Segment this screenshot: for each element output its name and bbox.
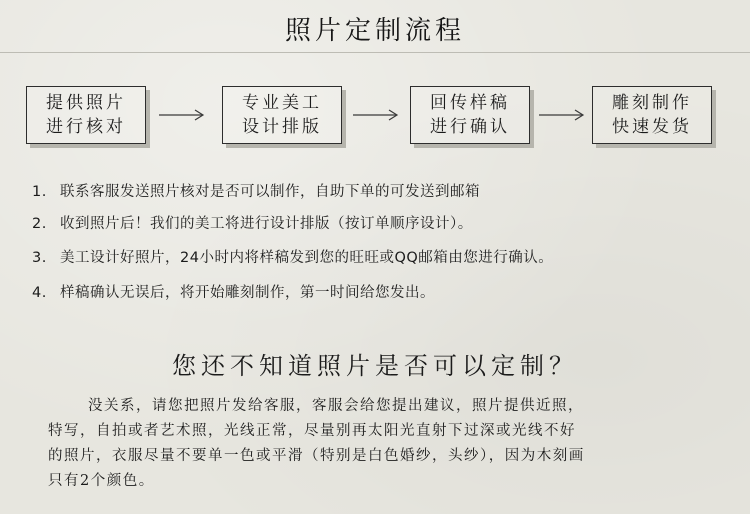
paragraph-line: 的照片，衣服尽量不要单一色或平滑（特别是白色婚纱，头纱），因为木刻画 bbox=[48, 448, 585, 464]
flow-step-provide-photo bbox=[26, 86, 146, 144]
flow-step-design bbox=[222, 86, 342, 144]
list-item-number: 3. bbox=[32, 250, 47, 266]
list-item bbox=[32, 246, 553, 267]
flow-step-line: 回传样稿 bbox=[430, 93, 510, 113]
paragraph-line: 只有2个颜色。 bbox=[48, 473, 155, 489]
paragraph-line: 特写，自拍或者艺术照，光线正常，尽量别再太阳光直射下过深或光线不好 bbox=[48, 423, 576, 439]
list-item-number: 4. bbox=[32, 285, 47, 301]
flow-step-line: 进行核对 bbox=[46, 117, 126, 137]
flow-step-line: 设计排版 bbox=[242, 117, 322, 137]
flow-step-line: 雕刻制作 bbox=[612, 93, 692, 113]
section-question-heading: 您还不知道照片是否可以定制？ bbox=[172, 352, 578, 380]
list-item-number: 1. bbox=[32, 184, 47, 200]
flow-step-line: 提供照片 bbox=[46, 93, 126, 113]
flow-step-engrave-ship bbox=[592, 86, 712, 144]
arrow-right-icon bbox=[158, 108, 206, 122]
flow-step-line: 快速发货 bbox=[612, 117, 692, 137]
list-item-text: 收到照片后！我们的美工将进行设计排版（按订单顺序设计）。 bbox=[60, 216, 473, 232]
list-item bbox=[32, 281, 435, 302]
page-title: 照片定制流程 bbox=[284, 16, 465, 46]
arrow-right-icon bbox=[352, 108, 400, 122]
list-item bbox=[32, 180, 480, 201]
list-item bbox=[32, 212, 473, 233]
paragraph-line: 没关系，请您把照片发给客服，客服会给您提出建议，照片提供近照， bbox=[88, 398, 584, 414]
flow-step-line: 进行确认 bbox=[430, 117, 510, 137]
flow-step-confirm-sample bbox=[410, 86, 530, 144]
list-item-text: 样稿确认无误后，将开始雕刻制作，第一时间给您发出。 bbox=[60, 285, 435, 301]
arrow-right-icon bbox=[538, 108, 586, 122]
process-flow bbox=[0, 0, 750, 160]
list-item-number: 2. bbox=[32, 216, 47, 232]
list-item-text: 联系客服发送照片核对是否可以制作，自助下单的可发送到邮箱 bbox=[60, 184, 480, 200]
list-item-text: 美工设计好照片，24小时内将样稿发到您的旺旺或QQ邮箱由您进行确认。 bbox=[60, 250, 554, 266]
advice-paragraph bbox=[48, 394, 708, 494]
flow-step-line: 专业美工 bbox=[242, 93, 322, 113]
